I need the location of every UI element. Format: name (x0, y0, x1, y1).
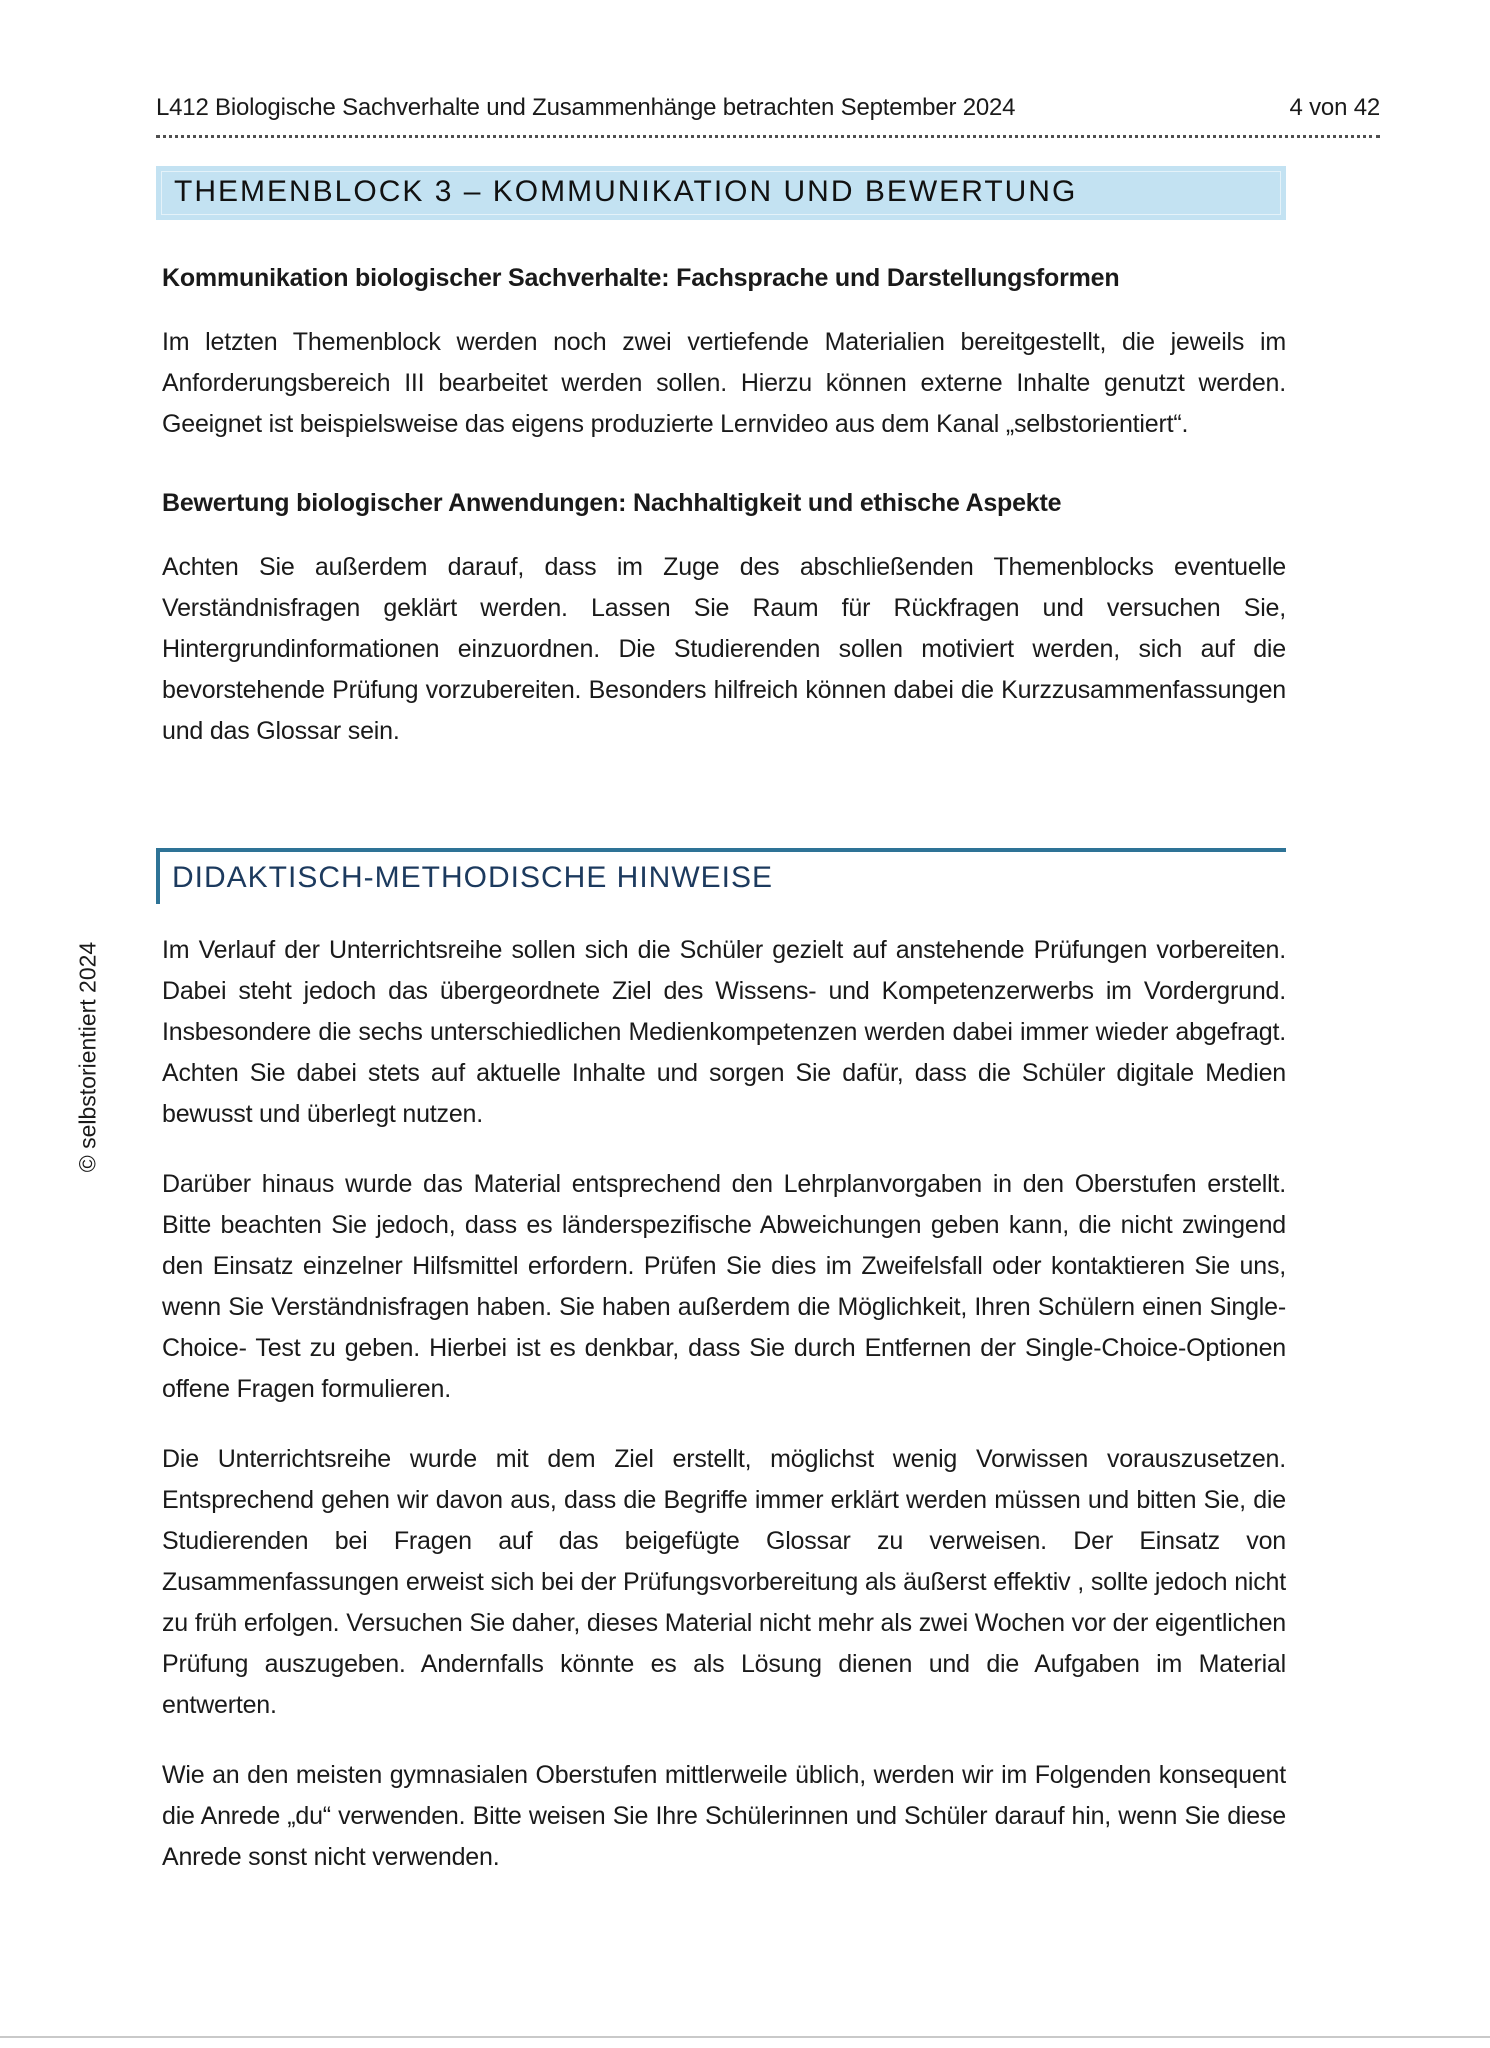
header-document-title: L412 Biologische Sachverhalte und Zusammenhänge betrachten September 2024 (156, 94, 1016, 121)
subsection-bewertung (156, 489, 1286, 752)
section-didaktisch-methodische-hinweise (156, 848, 1286, 1878)
page-content (156, 166, 1286, 1878)
subsection-paragraph-kommunikation: Im letzten Themenblock werden noch zwei vertiefende Materialien bereitgestellt, die jeweils im Anforderungsbereich III bearbeitet werden sollen. Hierzu können externe Inhalte genutzt werden. Geeignet ist beispielsweise das eigens produzierte Lernvideo aus dem Kanal „selbstorientiert“. (162, 328, 1286, 438)
didaktisch-paragraph-3: Die Unterrichtsreihe wurde mit dem Ziel erstellt, möglichst wenig Vorwissen vorauszusetzen. Entsprechend gehen wir davon aus, dass die Begriffe immer erklärt werden müssen und bitten Sie, die Studierenden bei Fragen auf das beigefügte Glossar zu verweisen. Der Einsatz von Zusammenfassungen erweist sich bei der Prüfungsvorbereitung als äußerst effektiv , sollte jedoch nicht zu früh erfolgen. Versuchen Sie daher, dieses Material nicht mehr als zwei Wochen vor der eigentlichen Prüfung auszugeben. Andernfalls könnte es als Lösung dienen und die Aufgaben im Material entwerten. (162, 1445, 1286, 1719)
vertical-copyright-label: © selbstorientiert 2024 (74, 941, 101, 1173)
didaktisch-paragraph-4: Wie an den meisten gymnasialen Oberstufen mittlerweile üblich, werden wir im Folgenden konsequent die Anrede „du“ verwenden. Bitte weisen Sie Ihre Schülerinnen und Schüler darauf hin, wenn Sie diese Anrede sonst nicht verwenden. (162, 1761, 1286, 1871)
page-bottom-edge (0, 2036, 1490, 2038)
didaktisch-paragraph-1: Im Verlauf der Unterrichtsreihe sollen sich die Schüler gezielt auf anstehende Prüfungen vorbereiten. Dabei steht jedoch das übergeordnete Ziel des Wissens- und Kompetenzerwerbs im Vordergrund. Insbesondere die sechs unterschiedlichen Medienkompetenzen werden dabei immer wieder abgefragt. Achten Sie dabei stets auf aktuelle Inhalte und sorgen Sie dafür, dass die Schüler digitale Medien bewusst und überlegt nutzen. (162, 936, 1286, 1128)
subsection-paragraph-bewertung: Achten Sie außerdem darauf, dass im Zuge des abschließenden Themenblocks eventuelle Verständnisfragen geklärt werden. Lassen Sie Raum für Rückfragen und versuchen Sie, Hintergrundinformationen einzuordnen. Die Studierenden sollen motiviert werden, sich auf die bevorstehende Prüfung vorzubereiten. Besonders hilfreich können dabei die Kurzzusammenfassungen und das Glossar sein. (162, 553, 1286, 745)
didaktisch-heading-box (156, 848, 1286, 901)
page-header (156, 94, 1380, 138)
header-page-number: 4 von 42 (1289, 94, 1380, 121)
subsection-heading-bewertung: Bewertung biologischer Anwendungen: Nachhaltigkeit und ethische Aspekte (162, 489, 1062, 517)
themenblock-3-title: THEMENBLOCK 3 – KOMMUNIKATION UND BEWERTUNG (156, 166, 1286, 220)
didaktisch-paragraph-2: Darüber hinaus wurde das Material entsprechend den Lehrplanvorgaben in den Oberstufen erstellt. Bitte beachten Sie jedoch, dass es länderspezifische Abweichungen geben kann, die nicht zwingend den Einsatz einzelner Hilfsmittel erfordern. Prüfen Sie dies im Zweifelsfall oder kontaktieren Sie uns, wenn Sie Verständnisfragen haben. Sie haben außerdem die Möglichkeit, Ihren Schülern einen Single-Choice- Test zu geben. Hierbei ist es denkbar, dass Sie durch Entfernen der Single-Choice-Optionen offene Fragen formulieren. (162, 1170, 1286, 1403)
subsection-heading-kommunikation: Kommunikation biologischer Sachverhalte: Fachsprache und Darstellungsformen (162, 264, 1120, 292)
subsection-kommunikation (156, 264, 1286, 445)
didaktisch-section-title: DIDAKTISCH-METHODISCHE HINWEISE (172, 861, 774, 894)
